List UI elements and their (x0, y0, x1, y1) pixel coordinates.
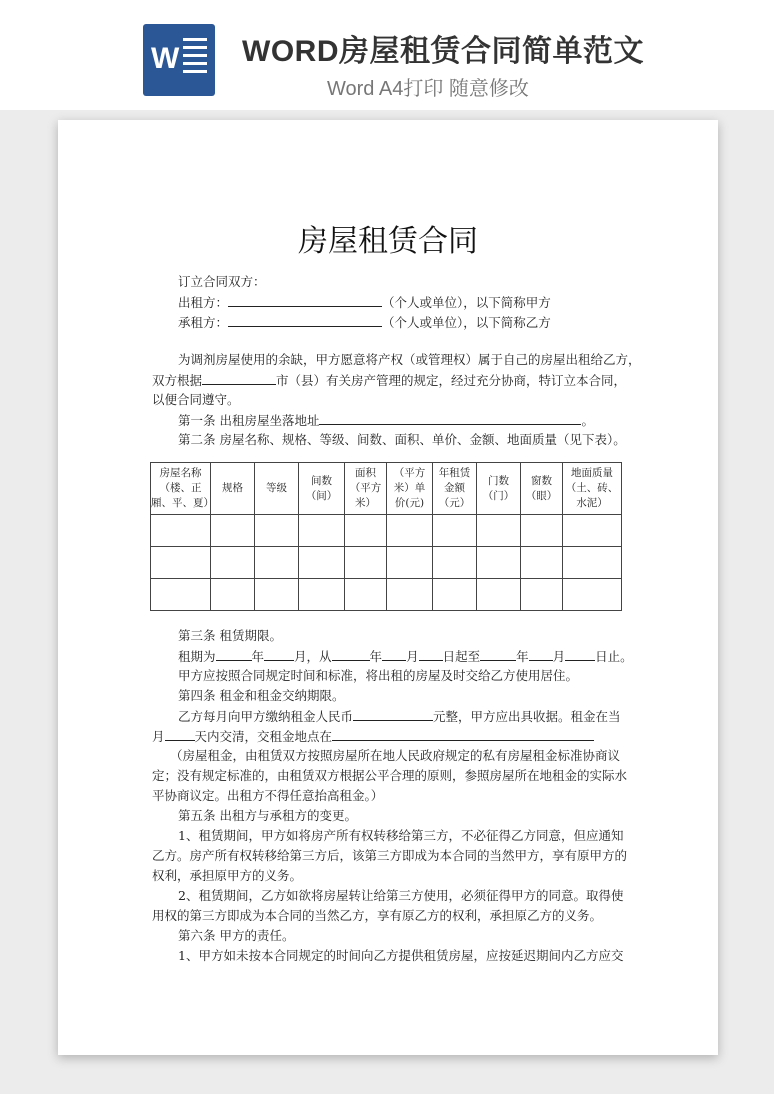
article-5-title: 第五条 出租方与承租方的变更。 (178, 808, 357, 823)
table-cell (387, 515, 433, 547)
preamble-line-2b: 市（县）有关房产管理的规定，经过充分协商，特订立本合同， (276, 373, 627, 388)
table-header-cell (477, 463, 521, 515)
table-cell (211, 579, 255, 611)
table-header-text: （眼） (525, 489, 558, 502)
term-from: 月，从 (294, 649, 332, 664)
table-cell (299, 579, 345, 611)
table-cell (521, 515, 563, 547)
article-2: 第二条 房屋名称、规格、等级、间数、面积、单价、金额、地面质量（见下表）。 (178, 432, 626, 447)
table-header-text: （元） (438, 497, 471, 509)
article-4-title: 第四条 租金和租金交纳期限。 (178, 688, 345, 703)
lessee-blank (228, 314, 382, 327)
article-3-term (178, 648, 633, 665)
article-5-p1-2: 乙方。房产所有权转移给第三方后，该第三方即成为本合同的当然甲方，享有原甲方的 (152, 848, 628, 863)
table-cell (477, 515, 521, 547)
document-title: 房屋租赁合同 (298, 224, 478, 259)
end-month-unit: 月 (552, 649, 566, 664)
start-day-blank (419, 648, 443, 661)
article-5-p2-1: 2、租赁期间，乙方如欲将房屋转让给第三方使用，必须征得甲方的同意。取得使 (178, 888, 624, 903)
table-cell (387, 579, 433, 611)
end-day-unit: 日止。 (595, 649, 633, 664)
start-day-unit: 日起至 (442, 649, 481, 664)
table-header-text: （门） (482, 489, 515, 502)
payment-place-label: 天内交清，交租金地点在 (194, 729, 333, 744)
header-subtitle: Word A4打印 随意修改 (327, 78, 529, 100)
term-label: 租期为 (178, 649, 216, 664)
document-page (58, 120, 718, 1055)
table-cell (211, 547, 255, 579)
table-cell (563, 515, 622, 547)
lessee-line (178, 314, 551, 331)
table-header-text: 房屋名称 (159, 467, 202, 479)
table-header-cell (387, 463, 433, 515)
days-blank (165, 728, 195, 741)
page-header (0, 0, 774, 110)
article-1-end: 。 (581, 413, 594, 428)
rent-suffix: 元整，甲方应出具收据。租金在当 (433, 709, 621, 724)
table-header-cell (255, 463, 299, 515)
preamble-line-2a: 双方根据 (152, 373, 203, 388)
end-month-blank (529, 648, 553, 661)
table-header-text: 价(元) (394, 497, 425, 509)
start-month-unit: 月 (406, 649, 419, 664)
table-header-text: 规格 (222, 482, 243, 494)
table-header-text: 间数 (311, 474, 332, 487)
start-year-unit: 年 (369, 649, 383, 664)
rent-label: 乙方每月向甲方缴纳租金人民币 (178, 709, 354, 724)
table-row (151, 515, 622, 547)
lessor-suffix: （个人或单位），以下简称甲方 (382, 295, 551, 310)
lessee-label: 承租方： (178, 315, 229, 330)
table-header-text: 等级 (266, 482, 287, 494)
article-3-line-2: 甲方应按照合同规定时间和标准，将出租的房屋及时交给乙方使用居住。 (178, 668, 579, 683)
article-1 (178, 412, 594, 429)
table-header-cell (433, 463, 477, 515)
parties-intro: 订立合同双方： (178, 274, 266, 289)
article-4-line-1 (178, 708, 621, 725)
table-header-text: 水泥） (576, 497, 608, 509)
word-logo-icon (143, 24, 215, 96)
table-cell (345, 579, 387, 611)
city-blank (202, 372, 276, 385)
term-months-blank (264, 648, 294, 661)
table-header-text: 门数 (488, 474, 509, 487)
table-cell (433, 547, 477, 579)
preamble-line-3: 以便合同遵守。 (152, 392, 240, 407)
table-header-text: （间） (305, 489, 338, 502)
rent-amount-blank (353, 708, 433, 721)
table-header-text: 金额 (444, 482, 465, 494)
table-cell (299, 547, 345, 579)
table-header-cell (521, 463, 563, 515)
table-row (151, 547, 622, 579)
table-cell (563, 579, 622, 611)
lessee-suffix: （个人或单位），以下简称乙方 (382, 315, 551, 330)
table-header-text: （平方 (393, 467, 426, 479)
table-cell (521, 579, 563, 611)
table-cell (521, 547, 563, 579)
table-header-text: 厢、平、夏） (151, 497, 214, 509)
table-cell (433, 579, 477, 611)
table-header-text: 地面质量 (571, 467, 613, 479)
article-5-p1-3: 权利，承担原甲方的义务。 (152, 868, 303, 883)
table-cell (345, 547, 387, 579)
table-cell (151, 547, 211, 579)
payment-place-blank (332, 728, 594, 741)
table-header-text: 面积 (355, 467, 376, 479)
table-header-row (151, 463, 622, 515)
table-cell (255, 579, 299, 611)
article-5-p1-1: 1、租赁期间，甲方如将房产所有权转移给第三方，不必征得乙方同意，但应通知 (178, 828, 624, 843)
table-cell (211, 515, 255, 547)
table-row (151, 579, 622, 611)
end-year-unit: 年 (516, 649, 529, 664)
article-4-line-2 (152, 728, 594, 745)
article-3-title: 第三条 租赁期限。 (178, 628, 282, 643)
term-years-blank (216, 648, 252, 661)
article-4-note-2: 定；没有规定标准的，由租赁双方根据公平合理的原则，参照房屋所在地租金的实际水 (152, 768, 628, 783)
end-day-blank (565, 648, 595, 661)
table-cell (255, 515, 299, 547)
table-cell (477, 579, 521, 611)
table-header-cell (345, 463, 387, 515)
term-year-unit: 年 (251, 649, 265, 664)
table-header-cell (211, 463, 255, 515)
table-header-text: 米） (355, 497, 376, 509)
lessor-blank (228, 294, 382, 307)
word-logo-letter: W (151, 42, 180, 75)
table-cell (151, 515, 211, 547)
article-6-p1: 1、甲方如未按本合同规定的时间向乙方提供租赁房屋，应按延迟期间内乙方应交 (178, 948, 624, 963)
table-cell (299, 515, 345, 547)
start-year-blank (332, 648, 370, 661)
article-1-label: 第一条 出租房屋坐落地址 (178, 413, 320, 428)
table-cell (151, 579, 211, 611)
table-cell (433, 515, 477, 547)
table-header-text: 米）单 (393, 482, 426, 494)
article-4-note-3: 平协商议定。出租方不得任意抬高租金。） (152, 788, 384, 803)
table-header-cell (151, 463, 214, 515)
article-5-p2-2: 用权的第三方即成为本合同的当然乙方，享有原乙方的权利，承担原乙方的义务。 (152, 908, 603, 923)
article-6-title: 第六条 甲方的责任。 (178, 928, 295, 943)
table-header-cell (299, 463, 345, 515)
lessor-label: 出租方： (178, 295, 229, 310)
table-cell (255, 547, 299, 579)
month-label: 月 (152, 729, 165, 744)
end-year-blank (480, 648, 516, 661)
preamble-line-1: 为调剂房屋使用的余缺，甲方愿意将产权（或管理权）属于自己的房屋出租给乙方， (178, 352, 641, 367)
table-cell (345, 515, 387, 547)
preamble-line-2 (152, 372, 626, 389)
table-header-text: 窗数 (531, 474, 552, 487)
property-table (150, 462, 622, 611)
table-header-text: （土、砖、 (565, 482, 619, 494)
table-header-text: （楼、正 (159, 482, 202, 494)
table-header-text: （平方 (349, 482, 382, 494)
article-4-note-1: （房屋租金，由租赁双方按照房屋所在地人民政府规定的私有房屋租金标准协商议 (170, 748, 621, 763)
address-blank (319, 412, 581, 425)
table-header-cell (563, 463, 622, 515)
lessor-line (178, 294, 551, 311)
table-header-text: 年租赁 (438, 467, 471, 479)
header-title: WORD房屋租赁合同简单范文 (242, 35, 644, 68)
table-cell (563, 547, 622, 579)
start-month-blank (382, 648, 406, 661)
table-cell (477, 547, 521, 579)
table-cell (387, 547, 433, 579)
